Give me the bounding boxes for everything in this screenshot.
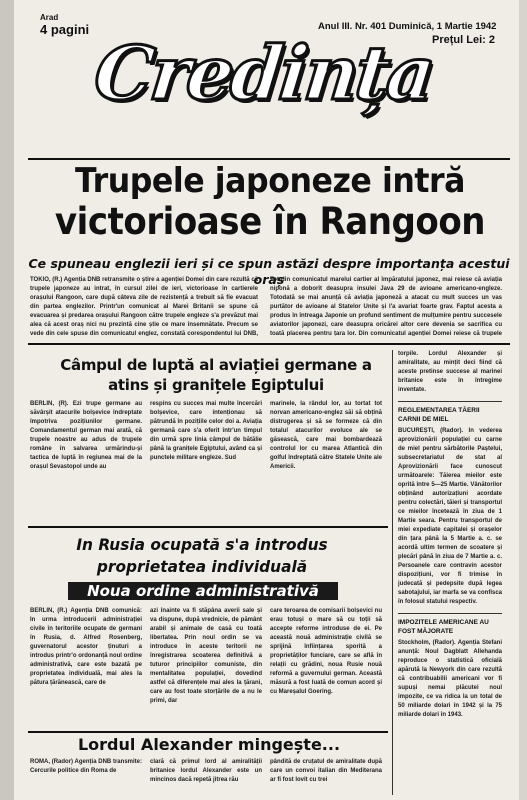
price-label: Prețul Lei: 2	[432, 34, 495, 46]
aviation-text-1: BERLIN, (R). Ezi trupe germane au săvârșit atacurile bolșevice îndreptate împotriva pozițiunilor germane. Comandamentul german mai arată, că trupele noastre au adus de trupele române în salvarea urmărindu-și tactica de luptă în regiunea mai de la orașul Sevastopol unde au	[30, 401, 142, 470]
sidebar-section-2-body: Stockholm, (Rador). Agenția Stefani anunță: Noul Dagblatt Allehanda reproduce o statistică oficială apărută la Newyork din care rezultă că contribuabilii americani vor fi supuși nemai plăcutei noul impozite, ce va ridica la un total de 50 miliarde dolari în 1942 și la 75 miliarde dolari în 1943.	[398, 640, 502, 718]
masthead-logo: Credința	[90, 31, 437, 117]
sidebar-section-1	[398, 401, 502, 607]
section-rule	[28, 343, 510, 345]
russia-text-2: azi înainte va fi stăpâna averii sale și va dispune, după vrednicie, de pământ arabil și animale de casă cu toată libertatea. Prin noul ordin se va introduce în aceste teritorii ne înregistrarea scoaterea definitivă a tuturor principiilor comuniste, din mentalitatea populației, dovedind astfel că diferențele mai ales la țărani, care au fost toate storțările de a nu le primi, dar	[150, 608, 262, 704]
lead-headline-line2: victorioase în Rangoon	[54, 200, 486, 243]
sidebar-divider	[392, 350, 393, 795]
sidebar-top-text: torpile. Lordul Alexander și amiralitate, au mințit deci fiind că aceste pretinse succese al marinei britanice este în întregime inventate.	[398, 351, 502, 393]
lead-text-1: TOKIO, (R.) Agenția DNB retransmite o știre a agenției Domei din care rezultă că trupele japoneze au intrat, în cursul zilei de ieri, victorioase în cartierele orașului Rangoon, care după câteva zile de rezistență a trebuit să fie evacuat din partea englezilor. Printr'un comunicat al Marei Britanii se spune că evacuarea și predarea orașului Rangoon către trupele engleze s'a prevăzut mai alea că acest oraș nici nu prezintă cine știe ce mare însemnătate. Precum se vede din cele spuse din comunicatul englez, constată corespondentul lui DNB,	[30, 277, 258, 336]
sidebar-section-2-title: IMPOZITELE AMERICANE AU FOST MĂJORATE	[398, 619, 489, 635]
russia-headline: In Rusia ocupată s'a introdus proprietatea individuală	[76, 535, 328, 576]
alexander-column-3	[270, 758, 382, 794]
russia-column-3	[270, 607, 382, 725]
lead-column-1	[30, 276, 258, 336]
alexander-text-3: pândită de cruțatul de amiralitate după care un convoi italian din Mediterana ar fi fost lovit cu trei	[270, 759, 382, 783]
sidebar-section-1-body: BUCUREȘTI, (Rador). In vederea aprovizionării populației cu carne de miel pentru sărbătorile Paștelui, subsecretariatul de stat al Aprovizionării face cunoscut următoarele: Tăierea mieilor este oprită între 5—25 Martie. Vânătorilor obținând autorizațiuni acordate pentru colectări, tăieri și transportul ce mieilor încetează în ziua de 1 Martie seara. Pentru transportul de miei expediate capitalei și orașelor din țara până la 5 Martie a. c. se acordă ultim termen de scoatere și plecări până în ziua de 7 Martie a. c. Persoanele care contravin acestor dispozițiuni, vor fi trimise în judecată și pedepsite după legea sabotajului, iar marfa se va confisca în folosul statului respectiv.	[398, 428, 502, 605]
russia-column-2	[150, 607, 262, 725]
sidebar-section-1-title: REGLEMENTAREA TĂERII CARNII DE MIEL	[398, 407, 480, 423]
masthead-rule	[28, 158, 510, 160]
edition-city: Arad	[40, 13, 59, 22]
russia-kicker: Noua ordine administrativă	[68, 582, 338, 600]
sidebar-section-2	[398, 613, 502, 720]
lead-column-2	[270, 276, 502, 336]
russia-text-1: BERLIN, (R.) Agenția DNB comunică: In urma introducerii administrației civile în teritoriile ocupate de germani în Rusia, d. Alfred Rosenberg, guvernatorul acestor ținuturi a introdus printr'o ordonanță noul ordine administrativă, care este bazată pe proprietatea individuală, mai ales la pătura țărănească, care de	[30, 608, 142, 686]
aviation-headline: Câmpul de luptă al aviației germane a atins și granițele Egiptului	[60, 356, 372, 394]
lead-subheadline: Ce spuneau englezii ieri și ce spun astăzi despre importanța acestui oraș	[28, 256, 510, 287]
aviation-column-2	[150, 400, 262, 490]
sidebar	[398, 350, 502, 790]
page-count: 4 pagini	[40, 22, 90, 37]
alexander-column-2	[150, 758, 262, 794]
aviation-column-3	[270, 400, 382, 490]
russia-text-3: care teroarea de comisarii bolșevici nu erau totuși o mare să cu toții să accepte reforme introduse de ei. Pe această nouă administrație civilă se sprijină înființarea sporită a proprietăților funciare, care se află în relații cu grădini, noua Rusie nouă reformă a guvernului german. Această măsură a fost luată de comun acord și cu Mareșalul Goering.	[270, 608, 382, 695]
scan-edge-left	[0, 0, 14, 800]
alexander-text-1: ROMA, (Rador) Agenția DNB transmite: Cercurile politice din Roma de	[30, 759, 142, 774]
alexander-text-2: clară că primul lord al amiralității britanice lordul Alexander este un mincinos dacă repetă jitrea rău	[150, 759, 262, 783]
russia-column-1	[30, 607, 142, 725]
alexander-rule	[28, 731, 388, 733]
alexander-column-1	[30, 758, 142, 794]
alexander-headline: Lordul Alexander mingește...	[77, 735, 341, 754]
lead-text-2: Tot din comunicatul marelui cartier al împăratului japonez, mai reiese că aviația niponă a doborît deasupra insulei Java 29 de avioane americano-engleze. Totodată se mai anunță că aviația japoneză a atacat cu mult succes un vas purtător de avioane al Statelor Unite și l'a avariat foarte grav. Faptul acesta a produs în întreaga Japonie un profund sentiment de mulțumire pentru succesele aviatorilor japonezi, care deasupra oricărei altor cere devenia se sacrifica cu toată placerea pentru țara lor. Din comunicatul agenției Domei reiese că trupele	[270, 277, 502, 336]
aviation-column-1	[30, 400, 142, 490]
scan-edge-right	[519, 0, 527, 800]
russia-rule	[28, 526, 388, 528]
lead-headline-line1: Trupele japoneze intră	[74, 161, 466, 201]
aviation-text-3: marinele, la rândul lor, au tortat tot norvan americano-englez săi să obțină distrugerea și să se formeze că din totalul atacurilor evoluce ale se găsească, care mai bombardează controlul lor cu marea Atlantică din golful îndreptată către Statele Unite ale Americii.	[270, 401, 382, 470]
aviation-text-2: respins cu succes mai multe încercări bolșevice, care intenționau să pătrundă în pozițiile celor doi a. Aviația germană care s'a oferit într'un timpul din urmă spre linia câmpul de bătălie până la granițele Egiptului, având ca și punctele militare engleze. Sud	[150, 401, 262, 461]
edition-info	[40, 12, 89, 36]
issue-line: Anul III. Nr. 401 Duminică, 1 Martie 1942	[318, 21, 497, 32]
